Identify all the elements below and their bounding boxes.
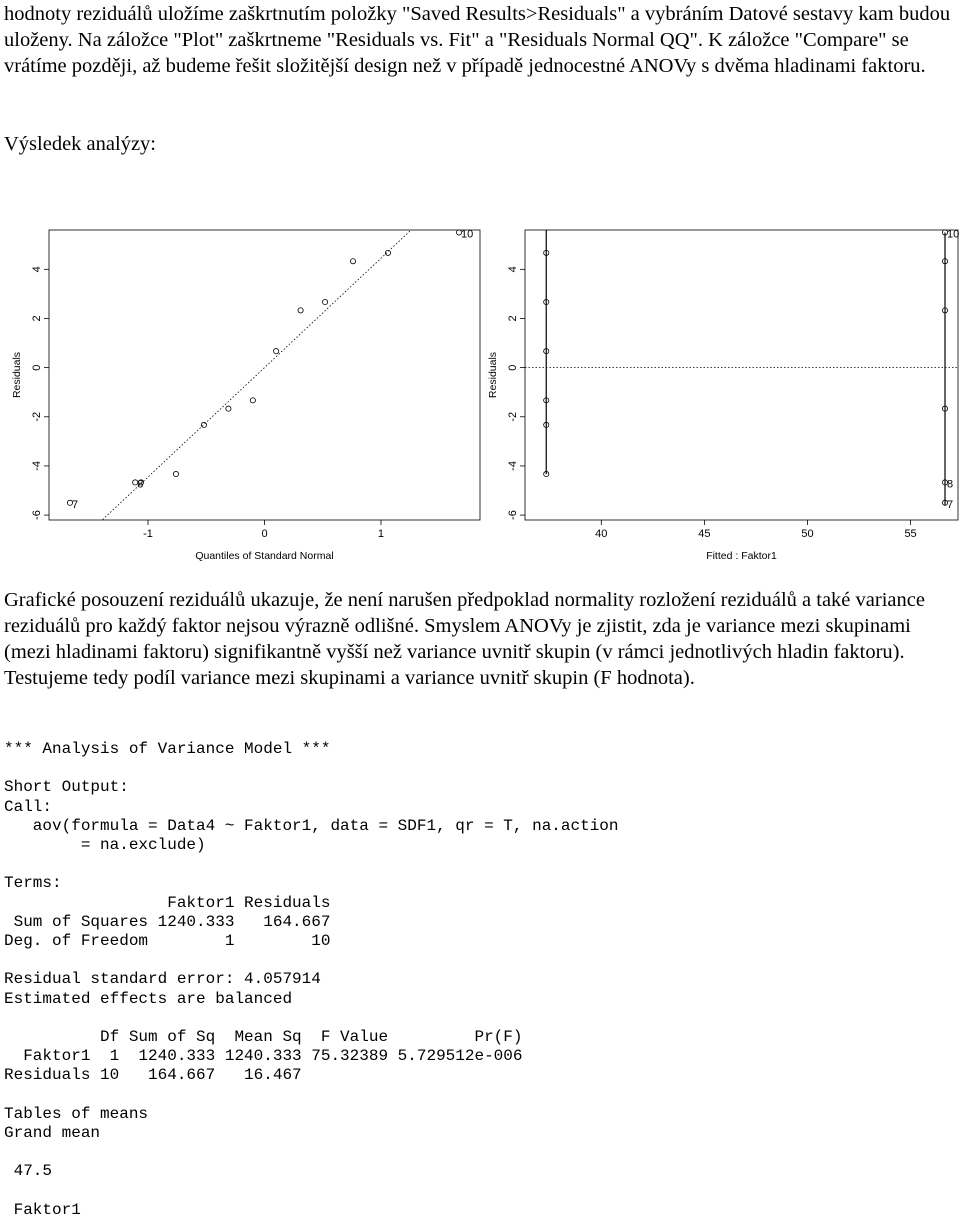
point-label: 8 — [947, 478, 954, 491]
grand-mean-value: 47.5 — [4, 1162, 53, 1181]
anova-row-faktor1: Faktor1 1 1240.333 1240.333 75.32389 5.729512e-006 — [4, 1047, 523, 1066]
data-point — [226, 406, 231, 411]
output-header: *** Analysis of Variance Model *** — [4, 740, 331, 758]
y-tick-label: -4 — [31, 461, 43, 471]
x-tick-label: -1 — [143, 528, 153, 540]
data-point — [350, 259, 355, 264]
x-axis-title: Quantiles of Standard Normal — [195, 550, 334, 562]
plot-frame — [49, 230, 480, 520]
y-tick-label: 2 — [507, 315, 519, 322]
data-point — [322, 299, 327, 304]
call-label: Call: — [4, 797, 53, 816]
data-point — [274, 349, 279, 354]
anova-output — [4, 740, 619, 1220]
balanced-note: Estimated effects are balanced — [4, 989, 293, 1008]
terms-degrees-of-freedom: Deg. of Freedom 1 10 — [4, 932, 331, 951]
tables-of-means-label: Tables of means — [4, 1104, 149, 1123]
y-tick-label: 2 — [31, 315, 43, 322]
y-tick-label: -2 — [507, 411, 519, 422]
point-label: 7 — [947, 498, 954, 511]
data-point — [250, 398, 255, 403]
y-tick-label: -4 — [507, 461, 519, 471]
residual-plots — [0, 215, 960, 567]
anova-row-residuals: Residuals 10 164.667 16.467 — [4, 1066, 302, 1085]
point-label: 8 — [137, 478, 144, 491]
y-axis-title: Residuals — [487, 351, 499, 399]
terms-sum-of-squares: Sum of Squares 1240.333 164.667 — [4, 912, 331, 931]
anova-table-header: Df Sum of Sq Mean Sq F Value Pr(F) — [4, 1028, 523, 1047]
x-tick-label: 45 — [698, 528, 711, 540]
terms-header: Faktor1 Residuals — [4, 893, 331, 912]
call-line-2: = na.exclude) — [4, 836, 206, 855]
plot-frame — [525, 230, 958, 520]
point-label: 7 — [71, 498, 79, 511]
call-line-1: aov(formula = Data4 ~ Faktor1, data = SDF1, qr = T, na.action — [4, 816, 619, 835]
y-tick-label: 4 — [507, 266, 519, 273]
qq-plot — [11, 215, 480, 567]
reference-line — [49, 215, 480, 567]
short-output-label: Short Output: — [4, 778, 129, 797]
y-tick-label: -2 — [31, 411, 43, 422]
y-tick-label: 4 — [31, 266, 43, 273]
y-tick-label: 0 — [31, 364, 43, 371]
data-point — [298, 308, 303, 313]
result-heading: Výsledek analýzy: — [4, 133, 156, 155]
data-point — [385, 250, 390, 255]
terms-label: Terms: — [4, 874, 62, 893]
discussion-paragraph: Grafické posouzení reziduálů ukazuje, že není narušen předpoklad normality rozložení reziduálů a také variance reziduálů pro každý faktor nejsou výrazně odlišné. Smyslem ANOVy je zjistit, zda je variance mezi skupinami (mezi hladinami faktoru) signifikantně vyšší než variance uvnitř skupin (v rámci jednotlivých hladin faktoru). Testujeme tedy podíl variance mezi skupinami a variance uvnitř skupin (F hodnota). — [4, 589, 925, 689]
residuals-vs-fitted-plot — [487, 228, 959, 562]
plot-area — [525, 230, 958, 505]
data-point — [173, 471, 178, 476]
y-axis-title: Residuals — [11, 351, 23, 399]
factor-means-label: Faktor1 — [4, 1200, 81, 1219]
point-label: 10 — [947, 228, 960, 241]
x-tick-label: 40 — [595, 528, 608, 540]
point-label: 10 — [461, 228, 474, 241]
plot-area — [49, 215, 480, 567]
data-point — [201, 422, 206, 427]
x-tick-label: 0 — [261, 528, 268, 540]
grand-mean-label: Grand mean — [4, 1124, 101, 1143]
x-axis-title: Fitted : Faktor1 — [706, 550, 777, 562]
x-tick-label: 55 — [904, 528, 917, 540]
y-tick-label: 0 — [507, 364, 519, 371]
y-tick-label: -6 — [507, 510, 519, 520]
intro-paragraph: hodnoty reziduálů uložíme zaškrtnutím položky "Saved Results>Residuals" a vybráním Datové sestavy kam budou uloženy. Na záložce "Plot" zaškrtneme "Residuals vs. Fit" a "Residuals Normal QQ". K záložce "Compare" se vrátíme později, až budeme řešit složitější design než v případě jednocestné ANOVy s dvěma hladinami faktoru. — [4, 3, 951, 77]
y-tick-label: -6 — [31, 510, 43, 520]
x-tick-label: 50 — [801, 528, 814, 540]
x-tick-label: 1 — [377, 528, 385, 540]
residual-standard-error: Residual standard error: 4.057914 — [4, 970, 321, 989]
